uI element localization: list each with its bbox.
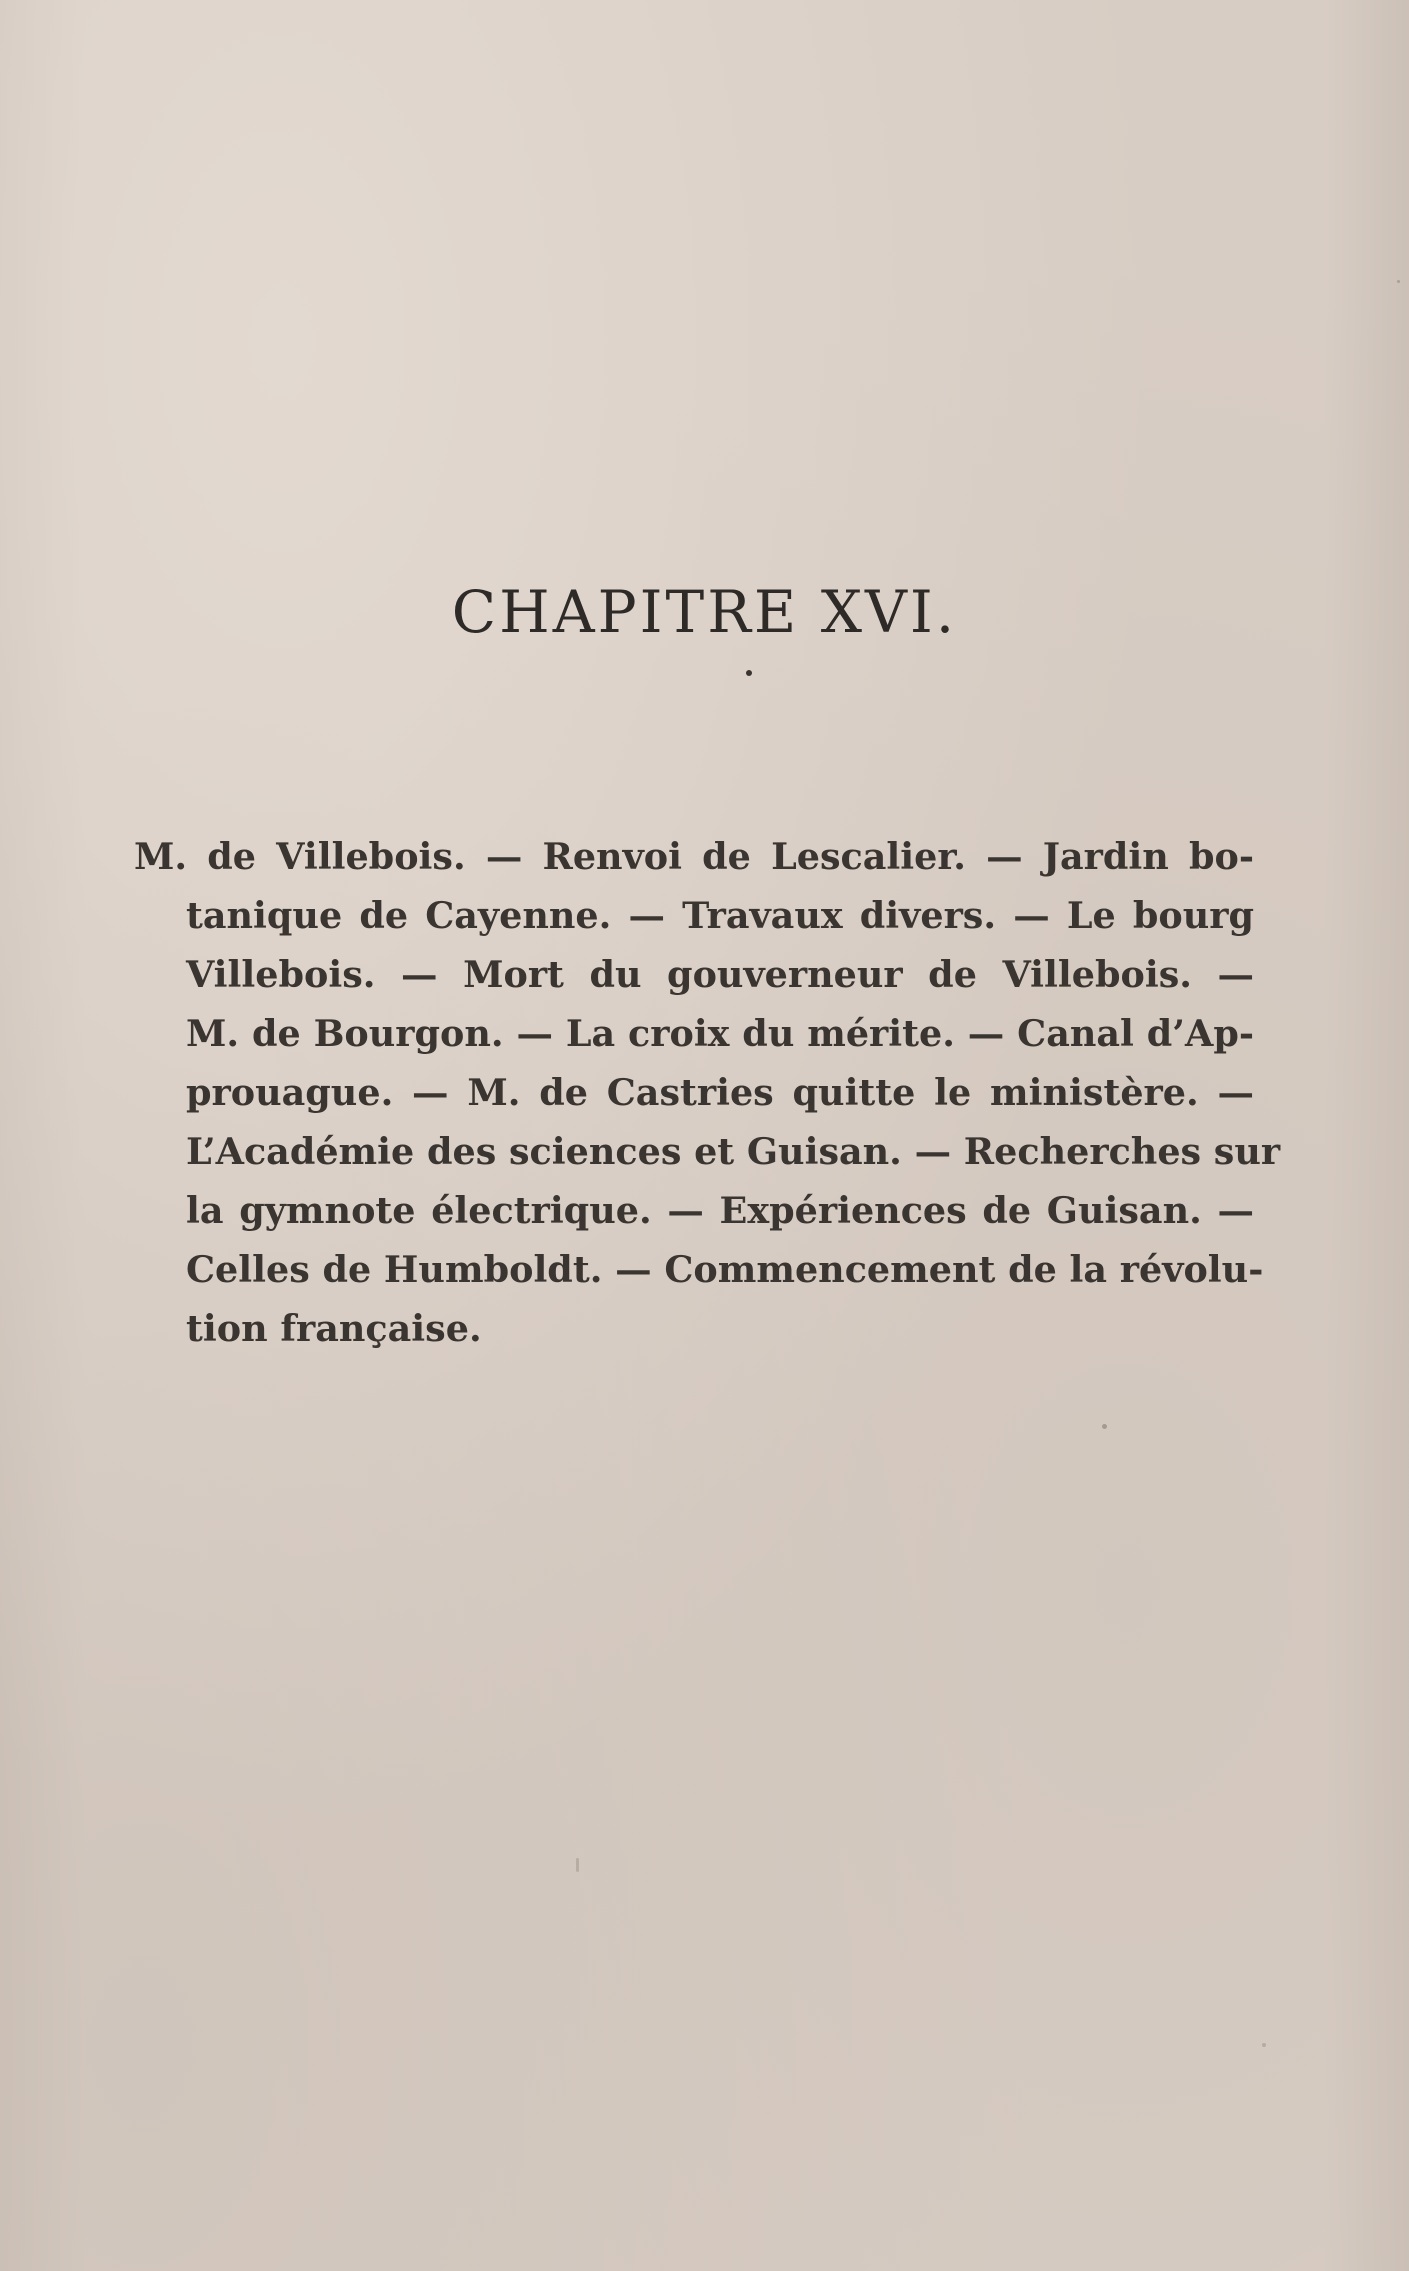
summary-line: M. de Villebois. — Renvoi de Lescalier. — Jardin bo-: [134, 835, 1254, 878]
chapter-title: CHAPITRE XVI.: [451, 578, 958, 646]
summary-line: prouague. — M. de Castries quitte le ministère. —: [186, 1071, 1254, 1114]
summary-line: L’Académie des sciences et Guisan. — Recherches sur: [186, 1130, 1281, 1173]
summary-line: tion française.: [186, 1307, 482, 1350]
paper-speck: [1397, 280, 1400, 283]
ornament-dot: [746, 670, 752, 676]
paper-speck: [1102, 1424, 1107, 1429]
summary-line: tanique de Cayenne. — Travaux divers. — Le bourg: [186, 894, 1254, 937]
summary-line: la gymnote électrique. — Expériences de Guisan. —: [186, 1189, 1254, 1232]
paper-speck: [1262, 2043, 1266, 2047]
summary-line: M. de Bourgon. — La croix du mérite. — Canal d’Ap-: [186, 1012, 1254, 1055]
paper-speck: [576, 1858, 579, 1872]
summary-line: Celles de Humboldt. — Commencement de la révolu-: [186, 1248, 1264, 1291]
summary-line: Villebois. — Mort du gouverneur de Villebois. —: [186, 953, 1254, 996]
chapter-summary: [134, 827, 1281, 1358]
